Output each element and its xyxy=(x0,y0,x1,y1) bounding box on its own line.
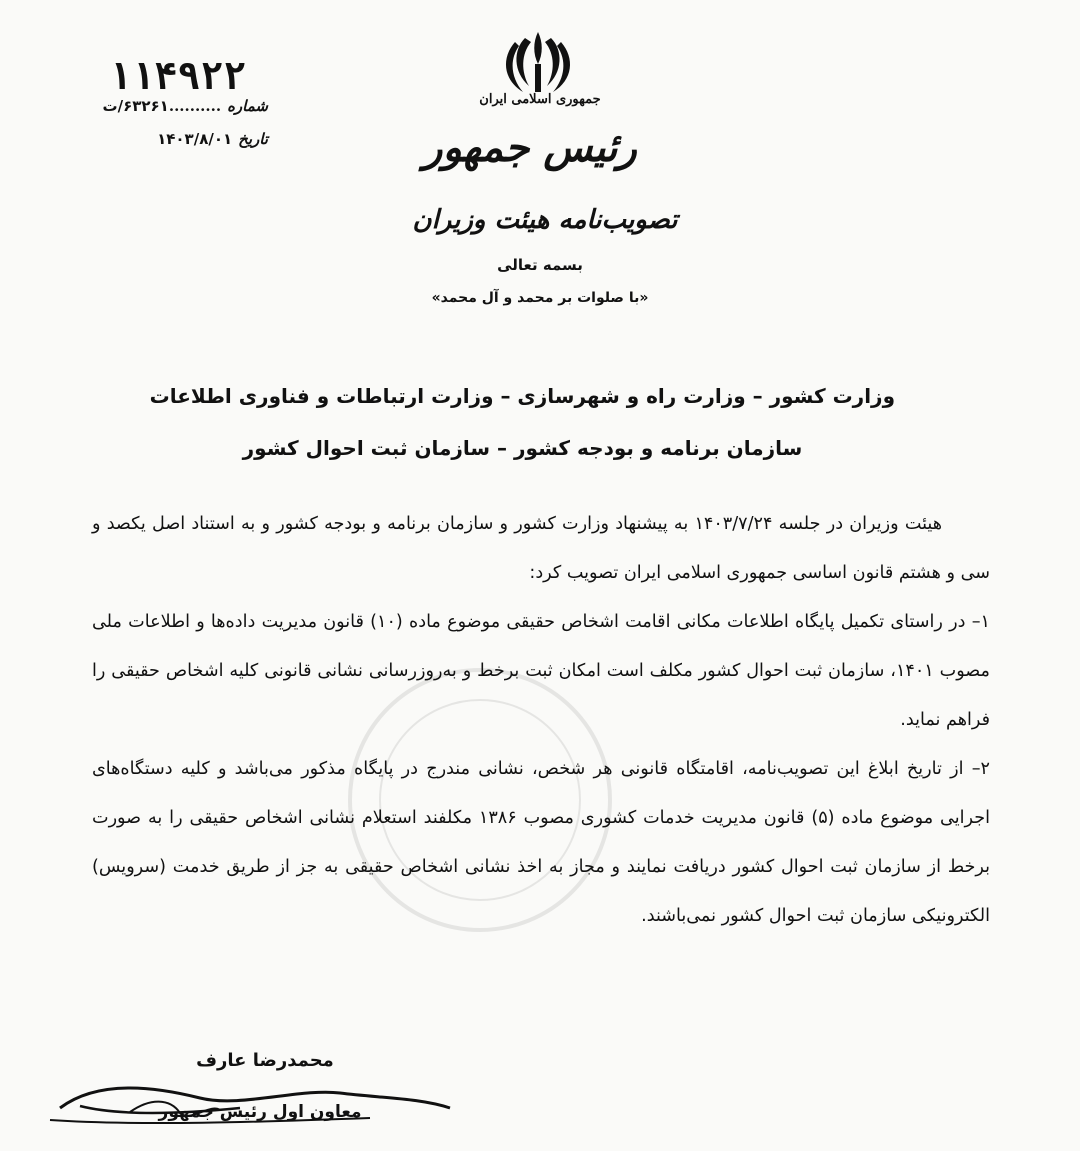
dotted-line: .......... xyxy=(168,97,222,115)
decree-title: تصویب‌نامه هیئت وزیران xyxy=(412,205,678,235)
clause-1: ۱– در راستای تکمیل پایگاه اطلاعات مکانی اقامت اشخاص حقیقی موضوع ماده (۱۰) قانون مدیریت داده‌ها و اطلاعات ملی مصوب ۱۴۰۱، سازمان ثبت احوال کشور مکلف است امکان ثبت برخط و به‌روزرسانی نشانی قانونی کلیه اشخاص حقیقی را فراهم نماید. xyxy=(92,612,990,730)
decree-body xyxy=(92,500,990,941)
office-title: رئیس جمهور xyxy=(423,124,637,171)
bismillah: بسمه تعالی xyxy=(497,256,583,274)
intro-paragraph: هیئت وزیران در جلسه ۱۴۰۳/۷/۲۴ به پیشنهاد وزارت کشور و سازمان برنامه و بودجه کشور و به استناد اصل یکصد و سی و هشتم قانون اساسی جمهوری اسلامی ایران تصویب کرد: xyxy=(92,514,990,583)
date-value: ۱۴۰۳/۸/۰۱ xyxy=(157,130,233,148)
signatory-name: محمدرضا عارف xyxy=(196,1050,334,1071)
number-label: شماره xyxy=(227,97,268,115)
signatory-title: معاون اول رئیس جمهور xyxy=(158,1102,362,1122)
date-label: تاریخ xyxy=(238,130,268,148)
reference-date xyxy=(60,130,268,148)
addressees xyxy=(150,370,895,474)
addressees-line-2: سازمان برنامه و بودجه کشور – سازمان ثبت احوال کشور xyxy=(242,436,803,460)
addressees-line-1: وزارت کشور – وزارت راه و شهرسازی – وزارت ارتباطات و فناوری اطلاعات xyxy=(149,384,895,408)
salawat-line: «با صلوات بر محمد و آل محمد» xyxy=(431,290,649,306)
clause-2: ۲– از تاریخ ابلاغ این تصویب‌نامه، اقامتگاه قانونی هر شخص، نشانی مندرج در پایگاه مذکور می‌باشد و کلیه دستگاه‌های اجرایی موضوع ماده (۵) قانون مدیریت خدمات کشوری مصوب ۱۳۸۶ مکلفند استعلام نشانی اشخاص حقیقی را به صورت برخط از سازمان ثبت احوال کشور دریافت نمایند و مجاز به اخذ نشانی اشخاص حقیقی به جز از طریق خدمت (سرویس) الکترونیکی سازمان ثبت احوال کشور نمی‌باشند. xyxy=(92,759,990,926)
reference-number xyxy=(0,97,268,115)
stamp-number: ۱۱۴۹۲۲ xyxy=(108,54,246,98)
number-value: ۶۳۲۶۱/ت xyxy=(102,97,169,115)
country-name: جمهوری اسلامی ایران xyxy=(479,92,601,107)
iran-emblem-icon xyxy=(497,28,579,98)
